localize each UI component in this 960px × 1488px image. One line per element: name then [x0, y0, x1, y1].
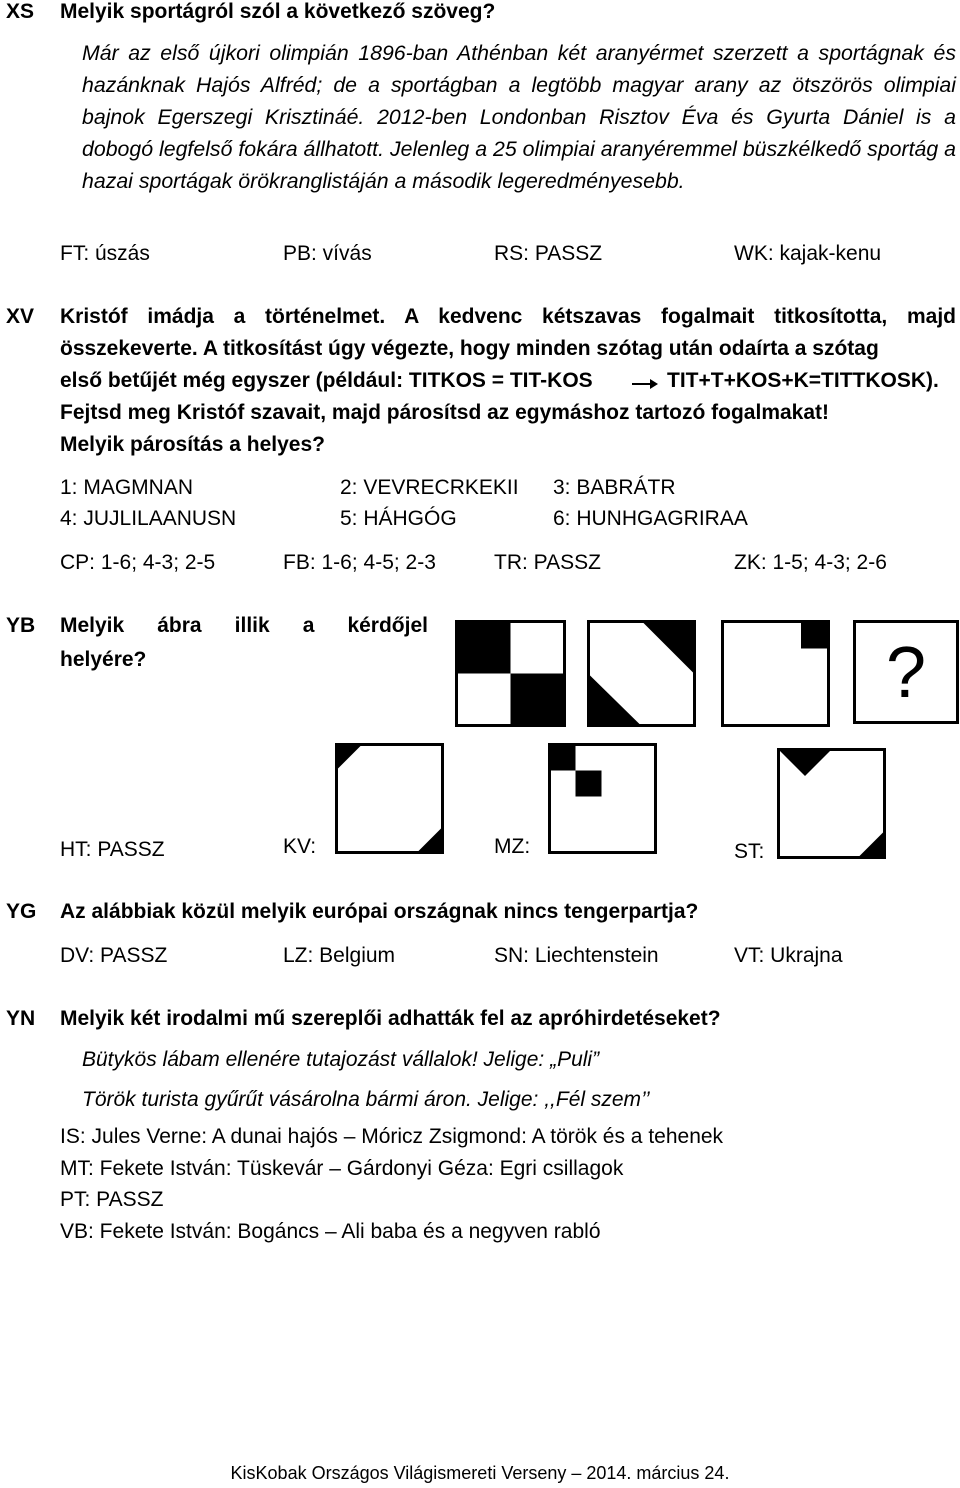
page-footer: KisKobak Országos Világismereti Verseny – 2014. március 24. [230, 1463, 730, 1483]
answer-st-label: ST: [734, 840, 765, 863]
xv-text-line1: Kristóf imádja a történelmet. A kedvenc kétszavas fogalmait titkosította, majd [60, 305, 956, 328]
xv-text-line3a: első betűjét még egyszer (például: TITKOS = TIT-KOS [60, 369, 593, 392]
arrow-right-icon [630, 374, 660, 394]
question-text-yn: Melyik két irodalmi mű szereplői adhatták fel az apróhirdetéseket? [60, 1007, 721, 1030]
answer-ft: FT: úszás [60, 242, 150, 265]
xv-item-6: 6: HUNHGAGRIRAA [553, 507, 748, 530]
xv-item-3: 3: BABRÁTR [553, 476, 676, 499]
answer-rs: RS: PASSZ [494, 242, 603, 265]
question-text-xs: Melyik sportágról szól a következő szöveg? [60, 0, 496, 23]
sequence-figure-1 [455, 620, 567, 728]
answer-mz-figure [548, 743, 658, 855]
xv-item-1: 1: MAGMNAN [60, 476, 194, 499]
xv-text-line5: Melyik párosítás a helyes? [60, 433, 325, 456]
question-mark-box [853, 620, 959, 724]
classified-ad-1: Bütykös lábam ellenére tutajozást vállalok! Jelige: „Puli” [82, 1048, 600, 1071]
answer-kv-label: KV: [283, 835, 317, 858]
sequence-figure-3 [721, 620, 831, 728]
question-code-yn: YN [6, 1007, 36, 1030]
xv-text-line2: összekeverte. A titkosítást úgy végezte, hogy minden szótag után odaírta a szótag [60, 337, 879, 360]
answer-fb: FB: 1-6; 4-5; 2-3 [283, 551, 436, 574]
yb-question-line2: helyére? [60, 648, 147, 671]
xv-text-line3b: TIT+T+KOS+K=TITTKOSK). [667, 369, 939, 392]
xv-item-4: 4: JUJLILAANUSN [60, 507, 237, 530]
answer-vt: VT: Ukrajna [734, 944, 843, 967]
answer-st-figure [777, 748, 887, 860]
question-text-yg: Az alábbiak közül melyik európai országnak nincs tengerpartja? [60, 900, 699, 923]
answer-cp: CP: 1-6; 4-3; 2-5 [60, 551, 216, 574]
answer-mz-label: MZ: [494, 835, 531, 858]
question-code-xs: XS [6, 0, 35, 23]
question-code-yg: YG [6, 900, 37, 923]
question-mark: ? [885, 633, 927, 713]
answer-pb: PB: vívás [283, 242, 372, 265]
xv-item-5: 5: HÁHGÓG [340, 507, 457, 530]
answer-kv-figure [335, 743, 445, 855]
classified-ad-2: Török turista gyűrűt vásárolna bármi áron. Jelige: ,,Fél szem’’ [82, 1088, 650, 1111]
answer-mt: MT: Fekete István: Tüskevár – Gárdonyi Géza: Egri csillagok [60, 1157, 624, 1180]
answer-vb: VB: Fekete István: Bogáncs – Ali baba és a negyven rabló [60, 1220, 601, 1243]
answer-tr: TR: PASSZ [494, 551, 601, 574]
answer-lz: LZ: Belgium [283, 944, 396, 967]
xv-item-2: 2: VEVRECRKEKII [340, 476, 519, 499]
answer-is: IS: Jules Verne: A dunai hajós – Móricz Zsigmond: A török és a tehenek [60, 1125, 724, 1148]
yb-question-line1: Melyik ábra illik a kérdőjel [60, 614, 428, 637]
answer-pt: PT: PASSZ [60, 1188, 164, 1211]
answer-sn: SN: Liechtenstein [494, 944, 659, 967]
question-code-yb: YB [6, 614, 36, 637]
answer-ht: HT: PASSZ [60, 838, 165, 861]
sequence-figure-2 [587, 620, 697, 728]
answer-wk: WK: kajak-kenu [734, 242, 882, 265]
answer-zk: ZK: 1-5; 4-3; 2-6 [734, 551, 887, 574]
question-code-xv: XV [6, 305, 35, 328]
answer-dv: DV: PASSZ [60, 944, 168, 967]
passage-xs: Már az első újkori olimpián 1896-ban Athénban két aranyérmet szerzett a sportágnak és hazánknak Hajós Alfréd; de a sportágban a legtöbb magyar arany az ötszörös olimpiai bajnok Egerszegi Krisztináé. 2012-ben Londonban Risztov Éva és Gyurta Dániel is a dobogó legfelső fokára állhatott. Jelenleg a 25 olimpiai aranyéremmel büszkélkedő sportág a hazai sportágak örökranglistáján a második legeredményesebb. [82, 41, 956, 193]
xv-text-line4: Fejtsd meg Kristóf szavait, majd párosítsd az egymáshoz tartozó fogalmakat! [60, 401, 830, 424]
